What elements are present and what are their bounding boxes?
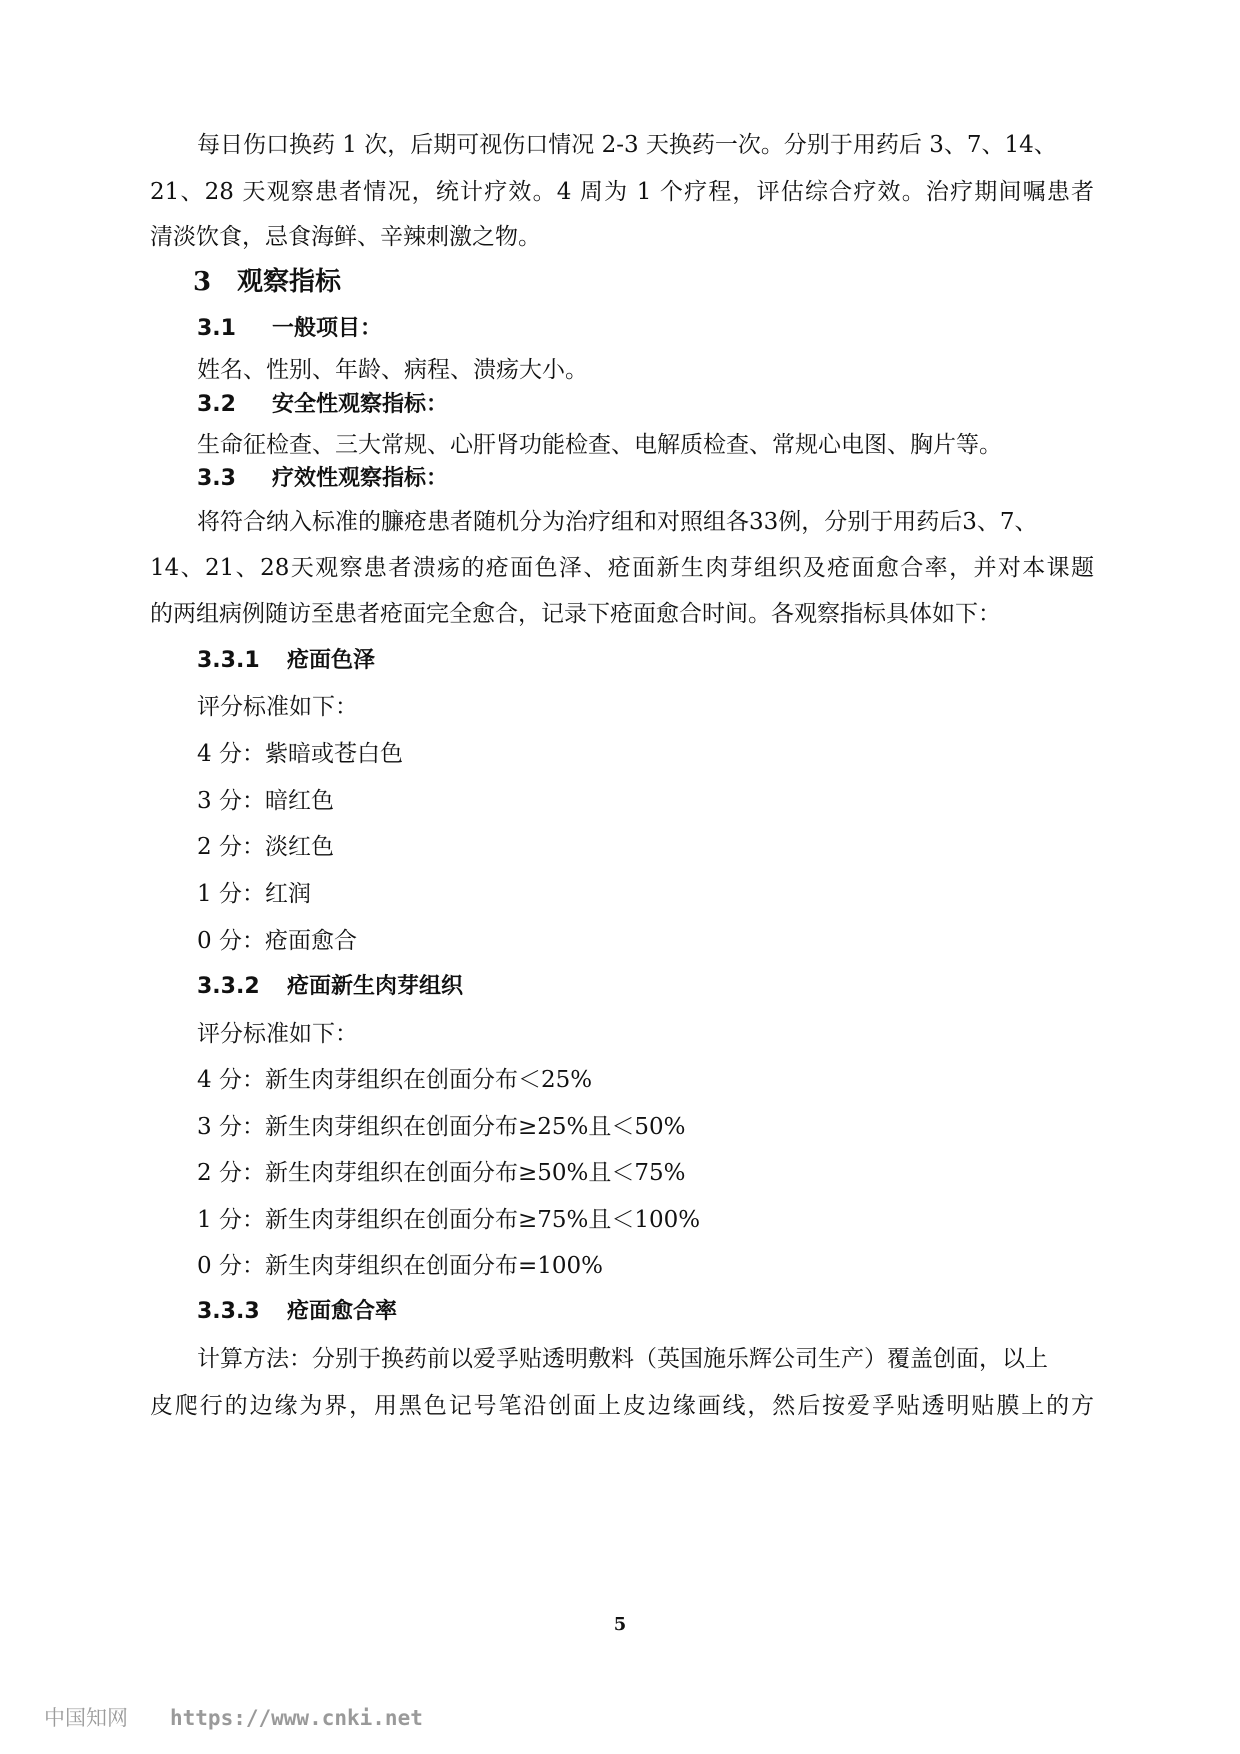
score-item: 1 分：新生肉芽组织在创面分布≥75%且＜100% (197, 1207, 701, 1233)
subsubsection-heading (197, 646, 375, 676)
subsection-title: 安全性观察指标： (272, 392, 449, 417)
paragraph-line: 21、28 天观察患者情况，统计疗效。4 周为 1 个疗程，评估综合疗效。治疗期间嘱患者 (150, 179, 1094, 205)
subsubsection-number: 3.3.1 (197, 648, 260, 673)
subsection-number: 3.2 (197, 392, 236, 417)
subsubsection-title: 疮面愈合率 (287, 1299, 398, 1324)
score-item: 3 分：暗红色 (197, 788, 334, 814)
score-item: 4 分：新生肉芽组织在创面分布＜25% (197, 1067, 593, 1093)
paragraph-line: 姓名、性别、年龄、病程、溃疡大小。 (197, 357, 588, 383)
paragraph-line: 计算方法：分别于换药前以爱孚贴透明敷料（英国施乐辉公司生产）覆盖创面，以上 (197, 1346, 1048, 1372)
section-title: 观察指标 (237, 267, 342, 297)
paragraph-line: 将符合纳入标准的臁疮患者随机分为治疗组和对照组各33例，分别于用药后3、7、 (197, 509, 1038, 535)
subsection-heading (197, 464, 448, 494)
footer-watermark (44, 1702, 423, 1732)
score-item: 3 分：新生肉芽组织在创面分布≥25%且＜50% (197, 1114, 686, 1140)
subsection-title: 疗效性观察指标： (272, 466, 449, 491)
score-item: 2 分：新生肉芽组织在创面分布≥50%且＜75% (197, 1160, 686, 1186)
subsubsection-title: 疮面新生肉芽组织 (287, 974, 464, 999)
subsection-heading (197, 390, 448, 420)
score-item: 0 分：疮面愈合 (197, 928, 357, 954)
footer-brand: 中国知网 (44, 1706, 128, 1730)
score-item: 4 分：紫暗或苍白色 (197, 741, 403, 767)
subsection-number: 3.3 (197, 466, 236, 491)
subsubsection-number: 3.3.3 (197, 1299, 260, 1324)
score-item: 2 分：淡红色 (197, 834, 334, 860)
paragraph-line: 每日伤口换药 1 次，后期可视伤口情况 2-3 天换药一次。分别于用药后 3、7、14、 (197, 132, 1057, 158)
subsubsection-title: 疮面色泽 (287, 648, 376, 673)
score-intro: 评分标准如下： (197, 694, 358, 720)
score-item: 1 分：红润 (197, 881, 311, 907)
section-number: 3 (193, 267, 212, 297)
subsection-heading (197, 314, 382, 344)
paragraph-line: 的两组病例随访至患者疮面完全愈合，记录下疮面愈合时间。各观察指标具体如下： (150, 601, 1001, 627)
paragraph-line: 生命征检查、三大常规、心肝肾功能检查、电解质检查、常规心电图、胸片等。 (197, 432, 1002, 458)
paragraph-line: 皮爬行的边缘为界，用黑色记号笔沿创面上皮边缘画线，然后按爱孚贴透明贴膜上的方 (150, 1393, 1094, 1419)
score-intro: 评分标准如下： (197, 1021, 358, 1047)
subsection-number: 3.1 (197, 316, 236, 341)
subsubsection-heading (197, 1297, 397, 1327)
footer-url[interactable]: https://www.cnki.net (170, 1706, 423, 1730)
subsubsection-number: 3.3.2 (197, 974, 260, 999)
subsection-title: 一般项目： (272, 316, 383, 341)
paragraph-line: 清淡饮食，忌食海鲜、辛辣刺激之物。 (150, 224, 541, 250)
score-item: 0 分：新生肉芽组织在创面分布=100% (197, 1253, 603, 1279)
paragraph-line: 14、21、28天观察患者溃疡的疮面色泽、疮面新生肉芽组织及疮面愈合率，并对本课题 (150, 555, 1094, 581)
subsubsection-heading (197, 972, 463, 1002)
page-number: 5 (613, 1614, 627, 1635)
section-heading (193, 267, 341, 297)
